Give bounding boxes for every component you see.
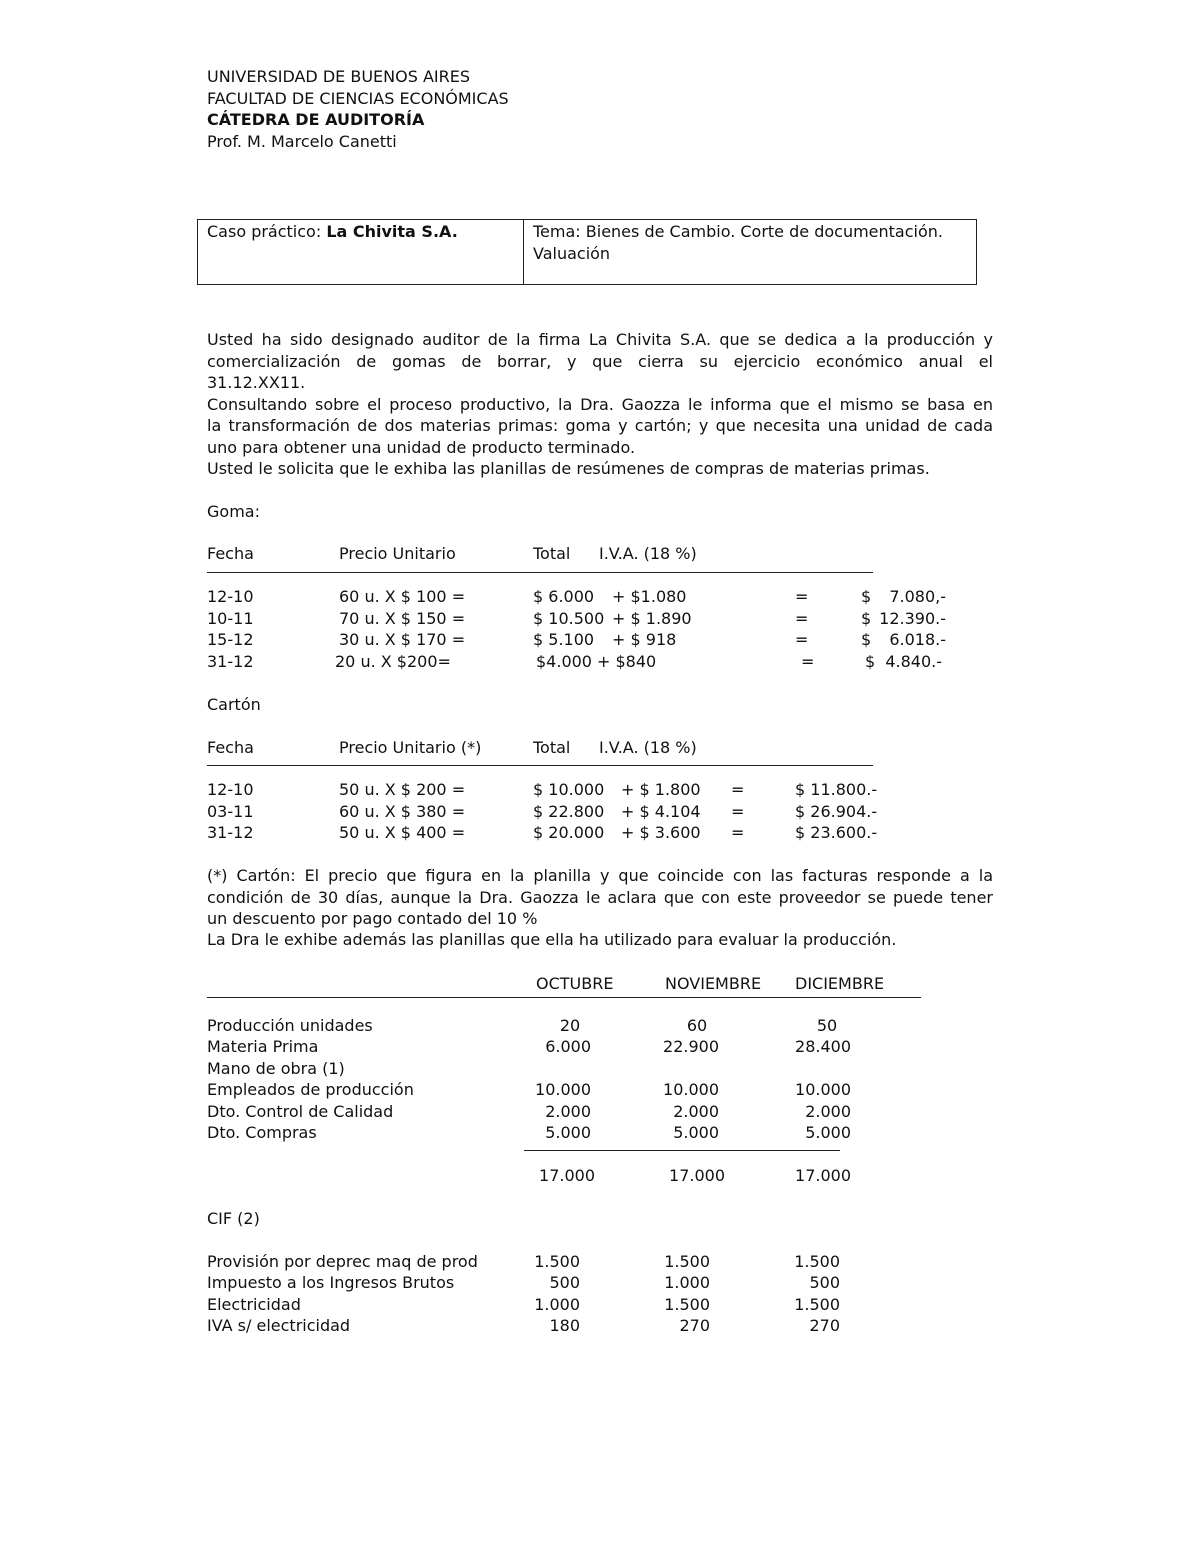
production-cell: 50 (816, 1016, 838, 1035)
university-name: UNIVERSIDAD DE BUENOS AIRES (207, 67, 470, 86)
intro-p2-l1: Consultando sobre el proceso productivo, la Dra. Gaozza le informa que el mismo se basa en (207, 395, 993, 414)
production-cell: 20 (559, 1016, 581, 1035)
carton-row-eq: = (731, 780, 745, 799)
production-month-header: DICIEMBRE (795, 974, 885, 993)
carton-title: Cartón (207, 695, 261, 714)
professor-name: Prof. M. Marcelo Canetti (207, 132, 397, 151)
goma-row-currency: $ (865, 652, 876, 671)
production-cell: 28.400 (795, 1037, 851, 1056)
cif-cell: 1.500 (534, 1252, 580, 1271)
production-cell: 22.900 (663, 1037, 719, 1056)
carton-row-eq: = (731, 823, 745, 842)
production-cell: 2.000 (545, 1102, 591, 1121)
goma-row-total: $4.000 (536, 652, 592, 671)
production-header-rule (207, 997, 921, 998)
goma-row-eq: = (795, 587, 809, 606)
production-row-label: Dto. Control de Calidad (207, 1102, 394, 1121)
cif-cell: 1.500 (664, 1252, 710, 1271)
intro-p2-l3: uno para obtener una unidad de producto terminado. (207, 438, 636, 457)
production-cell: 5.000 (673, 1123, 719, 1142)
carton-header-precio: Precio Unitario (*) (339, 738, 482, 757)
carton-row-final: $ 23.600.- (795, 823, 878, 842)
production-row-label: Producción unidades (207, 1016, 373, 1035)
carton-note-l2: condición de 30 días, aunque la Dra. Gaozza le aclara que con este proveedor se puede tener (207, 888, 993, 907)
chair-name: CÁTEDRA DE AUDITORÍA (207, 110, 425, 129)
production-month-header: OCTUBRE (536, 974, 614, 993)
goma-header-rule (207, 572, 873, 573)
goma-row-iva: + $ 1.890 (612, 609, 692, 628)
cif-title: CIF (2) (207, 1209, 260, 1228)
goma-row-final: 7.080,- (889, 587, 946, 606)
production-cell: 5.000 (545, 1123, 591, 1142)
cif-row-label: IVA s/ electricidad (207, 1316, 351, 1335)
carton-header-total: Total (533, 738, 571, 757)
goma-row-eq: = (795, 609, 809, 628)
cif-row-label: Impuesto a los Ingresos Brutos (207, 1273, 455, 1292)
carton-row-precio: 50 u. X $ 400 = (339, 823, 466, 842)
goma-row-iva: + $1.080 (612, 587, 687, 606)
goma-row-iva: + $ 918 (612, 630, 677, 649)
cif-row-label: Electricidad (207, 1295, 301, 1314)
cif-cell: 1.000 (664, 1273, 710, 1292)
case-topic-line1: Tema: Bienes de Cambio. Corte de documentación. (533, 222, 943, 241)
carton-row-fecha: 31-12 (207, 823, 254, 842)
carton-row-precio: 50 u. X $ 200 = (339, 780, 466, 799)
carton-row-precio: 60 u. X $ 380 = (339, 802, 466, 821)
case-company: La Chivita S.A. (326, 222, 458, 241)
carton-row-fecha: 12-10 (207, 780, 254, 799)
goma-row-precio: 70 u. X $ 150 = (339, 609, 466, 628)
goma-row-total: $ 5.100 (533, 630, 595, 649)
production-cell: 10.000 (663, 1080, 719, 1099)
cif-cell: 500 (549, 1273, 580, 1292)
cif-cell: 270 (809, 1316, 840, 1335)
goma-row-precio: 60 u. X $ 100 = (339, 587, 466, 606)
goma-row-fecha: 15-12 (207, 630, 254, 649)
cif-cell: 1.500 (664, 1295, 710, 1314)
carton-row-final: $ 26.904.- (795, 802, 878, 821)
intro-p1-l2: comercialización de gomas de borrar, y que cierra su ejercicio económico anual el (207, 352, 993, 371)
production-row-label: Materia Prima (207, 1037, 319, 1056)
carton-row-final: $ 11.800.- (795, 780, 878, 799)
cif-cell: 1.500 (794, 1295, 840, 1314)
goma-row-final: 6.018.- (889, 630, 946, 649)
carton-row-total: $ 20.000 (533, 823, 605, 842)
cif-cell: 1.500 (794, 1252, 840, 1271)
production-cell: 5.000 (805, 1123, 851, 1142)
production-total: 17.000 (795, 1166, 851, 1185)
production-cell: 6.000 (545, 1037, 591, 1056)
goma-header-fecha: Fecha (207, 544, 254, 563)
cif-cell: 270 (679, 1316, 710, 1335)
case-title (207, 221, 458, 242)
faculty-name: FACULTAD DE CIENCIAS ECONÓMICAS (207, 89, 509, 108)
carton-note-l3: un descuento por pago contado del 10 % (207, 909, 538, 928)
carton-row-eq: = (731, 802, 745, 821)
cif-row-label: Provisión por deprec maq de prod (207, 1252, 478, 1271)
carton-row-iva: + $ 4.104 (621, 802, 701, 821)
goma-row-precio: 30 u. X $ 170 = (339, 630, 466, 649)
production-cell: 60 (686, 1016, 708, 1035)
production-total: 17.000 (539, 1166, 595, 1185)
case-box-divider (523, 220, 524, 284)
production-total: 17.000 (669, 1166, 725, 1185)
carton-row-total: $ 10.000 (533, 780, 605, 799)
goma-row-final: 12.390.- (879, 609, 946, 628)
production-cell: 10.000 (795, 1080, 851, 1099)
goma-title: Goma: (207, 502, 260, 521)
case-label: Caso práctico: (207, 222, 327, 241)
goma-row-precio: 20 u. X $200= (335, 652, 451, 671)
case-topic-line2: Valuación (533, 244, 611, 263)
production-cell: 2.000 (805, 1102, 851, 1121)
goma-row-fecha: 10-11 (207, 609, 254, 628)
intro-p3: Usted le solicita que le exhiba las planillas de resúmenes de compras de materias primas. (207, 459, 930, 478)
cif-cell: 500 (809, 1273, 840, 1292)
carton-header-rule (207, 765, 873, 766)
cif-cell: 1.000 (534, 1295, 580, 1314)
goma-row-eq: = (801, 652, 815, 671)
production-month-header: NOVIEMBRE (665, 974, 762, 993)
carton-row-fecha: 03-11 (207, 802, 254, 821)
goma-row-currency: $ (861, 630, 872, 649)
goma-row-total: $ 10.500 (533, 609, 605, 628)
production-cell: 10.000 (535, 1080, 591, 1099)
carton-note-l4: La Dra le exhibe además las planillas que ella ha utilizado para evaluar la producción. (207, 930, 897, 949)
production-subtotal-rule (524, 1150, 840, 1151)
goma-row-currency: $ (861, 587, 872, 606)
carton-row-total: $ 22.800 (533, 802, 605, 821)
carton-header-iva: I.V.A. (18 %) (599, 738, 697, 757)
goma-header-iva: I.V.A. (18 %) (599, 544, 697, 563)
carton-note-l1: (*) Cartón: El precio que figura en la planilla y que coincide con las facturas responde a la (207, 866, 993, 885)
production-row-label: Empleados de producción (207, 1080, 414, 1099)
intro-p1-l1: Usted ha sido designado auditor de la firma La Chivita S.A. que se dedica a la producción y (207, 330, 993, 349)
goma-row-fecha: 31-12 (207, 652, 254, 671)
goma-header-precio: Precio Unitario (339, 544, 456, 563)
goma-header-total: Total (533, 544, 571, 563)
goma-row-final: 4.840.- (885, 652, 942, 671)
cif-cell: 180 (549, 1316, 580, 1335)
carton-row-iva: + $ 3.600 (621, 823, 701, 842)
production-row-label: Mano de obra (1) (207, 1059, 345, 1078)
goma-row-iva: + $840 (597, 652, 657, 671)
goma-row-fecha: 12-10 (207, 587, 254, 606)
production-cell: 2.000 (673, 1102, 719, 1121)
goma-row-currency: $ (861, 609, 872, 628)
production-row-label: Dto. Compras (207, 1123, 317, 1142)
intro-p2-l2: la transformación de dos materias primas: goma y cartón; y que necesita una unidad de cada (207, 416, 993, 435)
carton-header-fecha: Fecha (207, 738, 254, 757)
goma-row-total: $ 6.000 (533, 587, 595, 606)
intro-p1-l3: 31.12.XX11. (207, 373, 306, 392)
goma-row-eq: = (795, 630, 809, 649)
carton-row-iva: + $ 1.800 (621, 780, 701, 799)
